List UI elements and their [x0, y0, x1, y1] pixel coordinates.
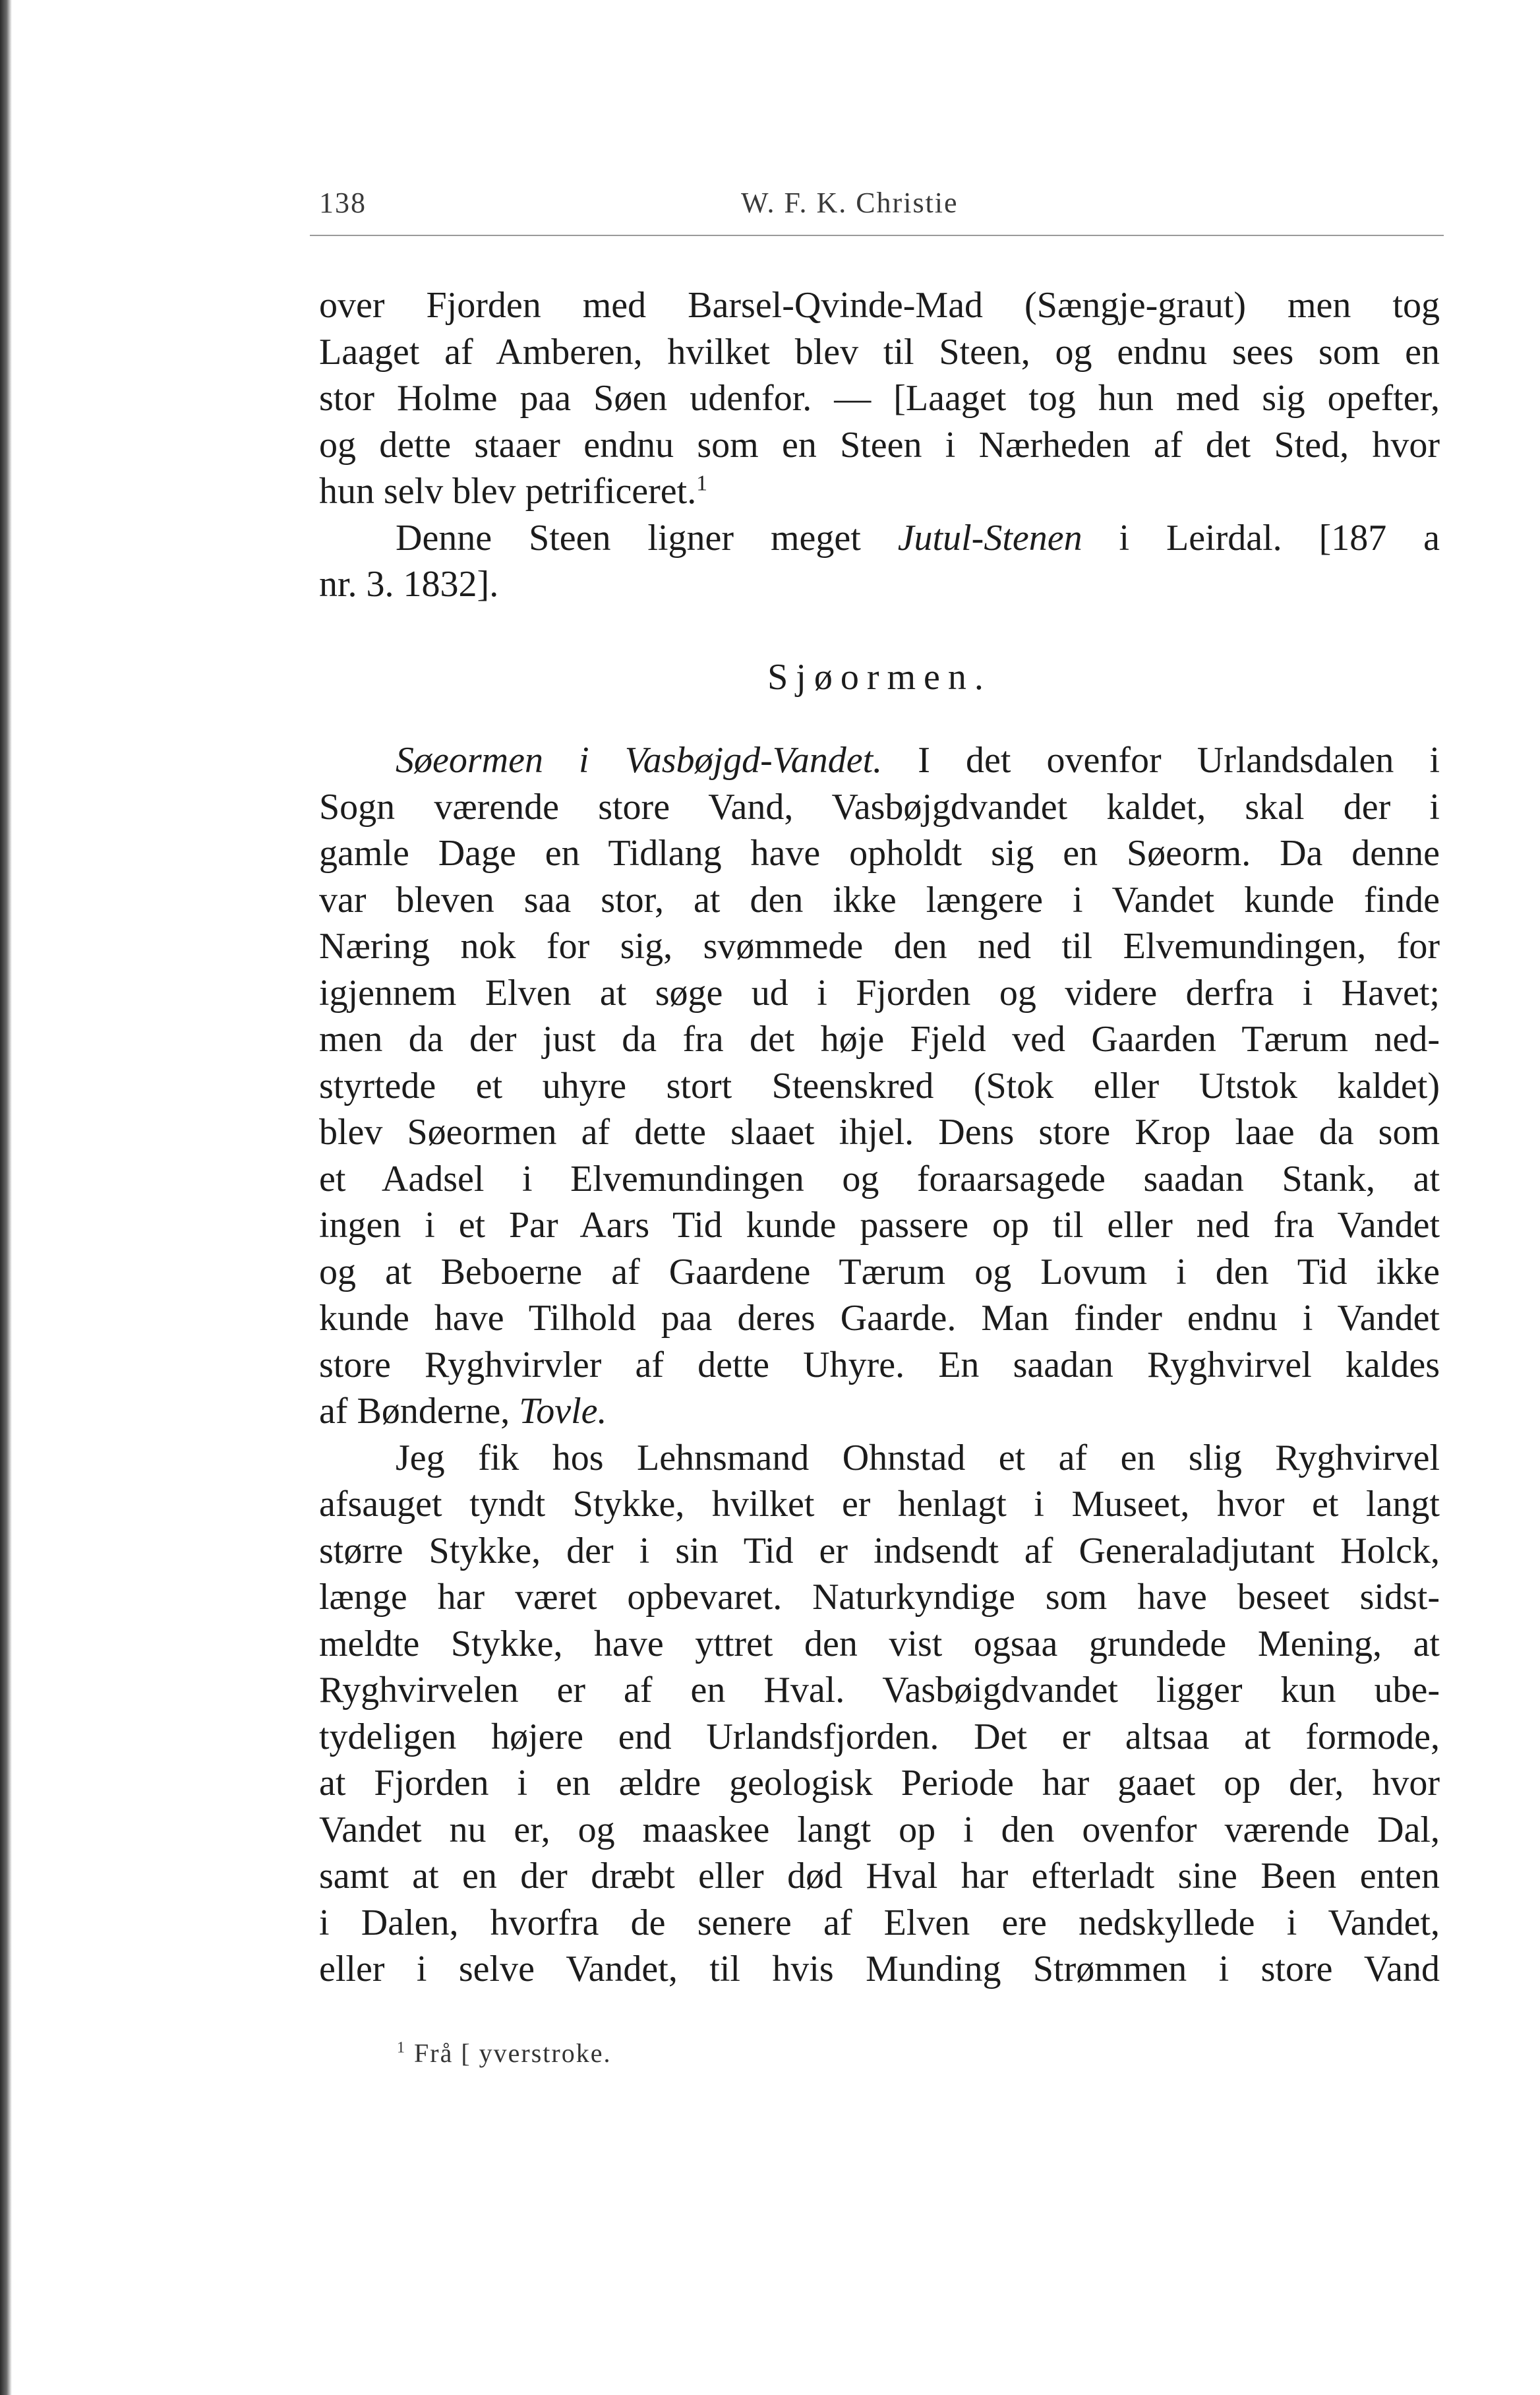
text-line: større Stykke, der i sin Tid er indsendt af Generaladjutant Holck,	[319, 1530, 1440, 1571]
text-line: Næring nok for sig, svømmede den ned til Elvemundingen, for	[319, 926, 1440, 967]
text-line	[319, 515, 1440, 562]
footnote-text: Frå [ yverstroke.	[414, 2038, 612, 2068]
italic-name: Jutul-Stenen	[897, 517, 1082, 559]
text-line-content: af Bønderne,	[319, 1391, 510, 1432]
text-line: men da der just da fra det høje Fjeld ved Gaarden Tærum ned-	[319, 1019, 1440, 1060]
text-line: igjennem Elven at søge ud i Fjorden og videre derfra i Havet;	[319, 972, 1440, 1014]
running-head	[319, 186, 1444, 226]
text-line: eller i selve Vandet, til hvis Munding Strømmen i store Vand	[319, 1949, 1440, 1989]
text-line: og dette staaer endnu som en Steen i Nærheden af det Sted, hvor	[319, 424, 1440, 466]
text-line: Sogn værende store Vand, Vasbøjgdvandet kaldet, skal der i	[319, 786, 1440, 828]
text-line	[319, 737, 1440, 784]
text-line: tydeligen højere end Urlandsfjorden. Det er altsaa at formode,	[319, 1716, 1440, 1757]
text-line: et Aadsel i Elvemundingen og foraarsagede saadan Stank, at	[319, 1158, 1440, 1199]
text-line-content: hun selv blev petrificeret.	[319, 471, 697, 512]
text-line: Laaget af Amberen, hvilket blev til Steen, og endnu sees som en	[319, 331, 1440, 373]
text-line: at Fjorden i en ældre geologisk Periode har gaaet op der, hvor	[319, 1763, 1440, 1804]
text-line: var bleven saa stor, at den ikke længere i Vandet kunde finde	[319, 879, 1440, 921]
text-line: nr. 3. 1832].	[319, 564, 499, 605]
header-rule	[310, 235, 1444, 236]
text-line	[319, 1388, 1440, 1435]
running-head-author: W. F. K. Christie	[741, 187, 959, 219]
footnote	[397, 2038, 611, 2069]
footnote-number: 1	[397, 2039, 406, 2057]
section-heading: Sjøormen.	[767, 657, 992, 698]
text-line	[319, 468, 1440, 515]
text-line: længe har været opbevaret. Naturkyndige som have beseet sidst-	[319, 1577, 1440, 1618]
text-line: over Fjorden med Barsel-Qvinde-Mad (Sængje-graut) men tog	[319, 285, 1440, 326]
text-line-content: Denne Steen ligner meget	[396, 517, 861, 559]
italic-title: Søeormen i Vasbøjgd-Vandet.	[396, 740, 883, 781]
text-line: samt at en der dræbt eller død Hval har efterladt sine Been enten	[319, 1856, 1440, 1896]
text-line: gamle Dage en Tidlang have opholdt sig en Søeorm. Da denne	[319, 833, 1440, 874]
italic-word: Tovle.	[519, 1391, 607, 1432]
text-line: og at Beboerne af Gaardene Tærum og Lovum i den Tid ikke	[319, 1251, 1440, 1292]
text-line: stor Holme paa Søen udenfor. — [Laaget tog hun med sig opefter,	[319, 378, 1440, 419]
text-line: Jeg fik hos Lehnsmand Ohnstad et af en slig Ryghvirvel	[396, 1437, 1440, 1478]
footnote-marker: 1	[696, 471, 708, 496]
text-line: Ryghvirvelen er af en Hval. Vasbøigdvandet ligger kun ube-	[319, 1670, 1440, 1711]
text-line-content: I det ovenfor Urlandsdalen i	[918, 740, 1440, 781]
text-line: ingen i et Par Aars Tid kunde passere op til eller ned fra Vandet	[319, 1205, 1440, 1246]
text-line: store Ryghvirvler af dette Uhyre. En saadan Ryghvirvel kaldes	[319, 1344, 1440, 1385]
text-line: blev Søeormen af dette slaaet ihjel. Dens store Krop laae da som	[319, 1112, 1440, 1153]
text-line: kunde have Tilhold paa deres Gaarde. Man finder endnu i Vandet	[319, 1298, 1440, 1339]
text-line: Vandet nu er, og maaskee langt op i den ovenfor værende Dal,	[319, 1809, 1440, 1850]
text-line: afsauget tyndt Stykke, hvilket er henlagt i Museet, hvor et langt	[319, 1484, 1440, 1525]
page-number: 138	[319, 187, 367, 219]
text-line: i Dalen, hvorfra de senere af Elven ere nedskyllede i Vandet,	[319, 1902, 1440, 1943]
text-line-content: i Leirdal. [187 a	[1119, 517, 1440, 559]
text-line: meldte Stykke, have yttret den vist ogsaa grundede Mening, at	[319, 1623, 1440, 1664]
text-line: styrtede et uhyre stort Steenskred (Stok eller Utstok kaldet)	[319, 1065, 1440, 1107]
paragraph-sjoormen	[319, 737, 1440, 1993]
paragraph-barsel	[319, 282, 1440, 608]
